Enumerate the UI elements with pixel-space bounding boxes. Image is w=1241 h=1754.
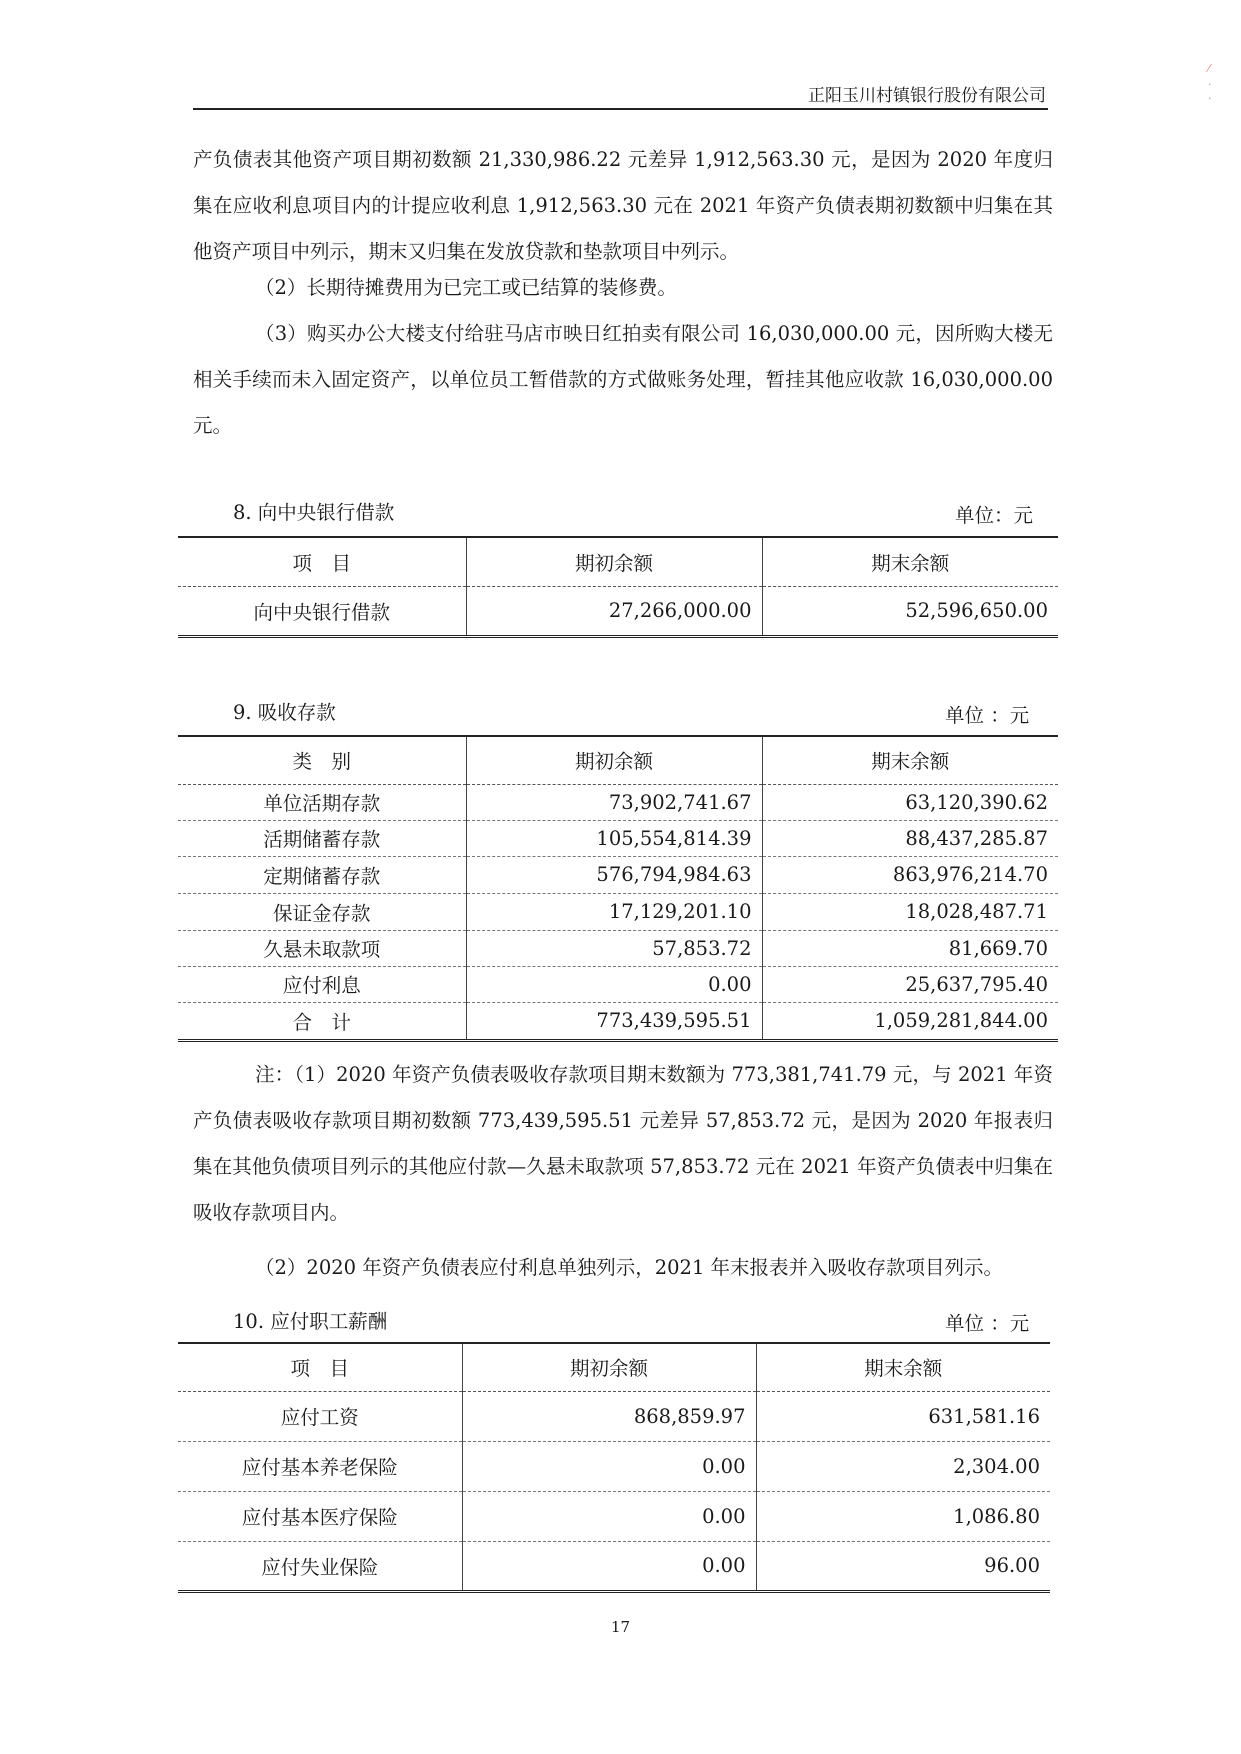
column-header: 项 目 — [178, 537, 466, 586]
unit-label: 单位 ：元 — [945, 1312, 1030, 1335]
closing-balance: 88,437,285.87 — [762, 820, 1058, 856]
row-label: 定期储蓄存款 — [178, 856, 466, 893]
opening-balance: 105,554,814.39 — [466, 820, 762, 856]
closing-balance: 25,637,795.40 — [762, 966, 1058, 1002]
table-row — [178, 1541, 1050, 1591]
opening-balance: 576,794,984.63 — [466, 856, 762, 893]
row-label: 应付失业保险 — [261, 1555, 379, 1579]
paragraph-long-term-prepaid: （2）长期待摊费用为已完工或已结算的装修费。 — [255, 276, 677, 299]
opening-balance: 0.00 — [466, 966, 762, 1002]
unit-label: 单位：元 — [955, 504, 1034, 527]
central-bank-borrowing-table — [178, 536, 1058, 638]
closing-balance: 81,669.70 — [762, 930, 1058, 966]
table-row — [178, 784, 1058, 820]
table-header-row — [178, 1343, 1050, 1391]
scan-mark: · — [1208, 78, 1212, 91]
company-name: 正阳玉川村镇银行股份有限公司 — [808, 86, 1046, 106]
row-label: 应付利息 — [178, 966, 466, 1002]
scan-mark: ⁄ — [1208, 62, 1210, 75]
row-label: 单位活期存款 — [178, 784, 466, 820]
table-row — [178, 893, 1058, 930]
row-label: 活期储蓄存款 — [178, 820, 466, 856]
column-header: 期末余额 — [762, 537, 1058, 586]
row-label: 应付工资 — [178, 1391, 462, 1441]
paragraph-other-assets: 产负债表其他资产项目期初数额 21,330,986.22 元差异 1,912,563.30 元，是因为 2020 年度归集在应收利息项目内的计提应收利息 1,912,563.30 元在 2021 年资产负债表期初数额中归集在其他资产项目中列示，期末又归集在发放贷款和垫款项目中列示。 — [193, 148, 1053, 263]
column-header: 期初余额 — [462, 1343, 756, 1391]
table-row — [178, 966, 1058, 1002]
table-row — [178, 856, 1058, 893]
column-header: 期末余额 — [762, 736, 1058, 784]
table-header-row — [178, 537, 1058, 586]
column-header: 类 别 — [178, 736, 466, 784]
closing-balance: 1,086.80 — [756, 1491, 1050, 1541]
closing-balance: 63,120,390.62 — [762, 784, 1058, 820]
closing-balance: 631,581.16 — [756, 1391, 1050, 1441]
page-number: 17 — [610, 1618, 631, 1636]
section-title-employee-pay: 10. 应付职工薪酬 — [233, 1310, 388, 1333]
opening-balance: 17,129,201.10 — [466, 893, 762, 930]
table-total-row — [178, 1002, 1058, 1040]
table-header-row — [178, 736, 1058, 784]
closing-balance-total: 1,059,281,844.00 — [762, 1002, 1058, 1040]
page-header — [193, 78, 1048, 110]
opening-balance: 0.00 — [462, 1491, 756, 1541]
row-label: 向中央银行借款 — [253, 600, 390, 624]
column-header: 项 目 — [178, 1343, 462, 1391]
opening-balance: 0.00 — [462, 1541, 756, 1591]
closing-balance: 2,304.00 — [756, 1441, 1050, 1491]
closing-balance: 863,976,214.70 — [762, 856, 1058, 893]
column-header: 期初余额 — [466, 537, 762, 586]
table-row — [178, 930, 1058, 966]
section-title-central-bank-borrowing: 8. 向中央银行借款 — [233, 501, 395, 524]
opening-balance: 27,266,000.00 — [466, 586, 762, 636]
row-label: 久悬未取款项 — [178, 930, 466, 966]
opening-balance: 73,902,741.67 — [466, 784, 762, 820]
deposits-note-2: （2）2020 年资产负债表应付利息单独列示，2021 年末报表并入吸收存款项目列示。 — [255, 1256, 1004, 1279]
opening-balance: 57,853.72 — [466, 930, 762, 966]
scan-mark: · — [1208, 92, 1212, 105]
deposits-table — [178, 735, 1058, 1042]
column-header: 期初余额 — [466, 736, 762, 784]
opening-balance: 0.00 — [462, 1441, 756, 1491]
paragraph-office-purchase: （3）购买办公大楼支付给驻马店市映日红拍卖有限公司 16,030,000.00 元，因所购大楼无相关手续而未入固定资产，以单位员工暂借款的方式做账务处理，暂挂其他应收款 16,030,000.00 元。 — [193, 322, 1053, 437]
closing-balance: 18,028,487.71 — [762, 893, 1058, 930]
opening-balance-total: 773,439,595.51 — [466, 1002, 762, 1040]
table-row — [178, 586, 1058, 636]
employee-pay-table — [178, 1342, 1050, 1593]
table-row — [178, 1441, 1050, 1491]
table-row — [178, 1491, 1050, 1541]
section-title-deposits: 9. 吸收存款 — [233, 701, 336, 724]
column-header: 期末余额 — [756, 1343, 1050, 1391]
table-row — [178, 1391, 1050, 1441]
closing-balance: 52,596,650.00 — [762, 586, 1058, 636]
opening-balance: 868,859.97 — [462, 1391, 756, 1441]
row-label: 应付基本养老保险 — [178, 1441, 462, 1491]
unit-label: 单位 ：元 — [945, 704, 1030, 727]
deposits-note-1: 注：（1）2020 年资产负债表吸收存款项目期末数额为 773,381,741.79 元，与 2021 年资产负债表吸收存款项目期初数额 773,439,595.51 元差异 57,853.72 元，是因为 2020 年报表归集在其他负债项目列示的其他应付款—久悬未取款项 57,853.72 元在 2021 年资产负债表中归集在吸收存款项目内。 — [193, 1063, 1053, 1224]
total-label: 合 计 — [292, 1010, 351, 1034]
table-row — [178, 820, 1058, 856]
row-label: 保证金存款 — [178, 893, 466, 930]
closing-balance: 96.00 — [756, 1541, 1050, 1591]
row-label: 应付基本医疗保险 — [178, 1491, 462, 1541]
